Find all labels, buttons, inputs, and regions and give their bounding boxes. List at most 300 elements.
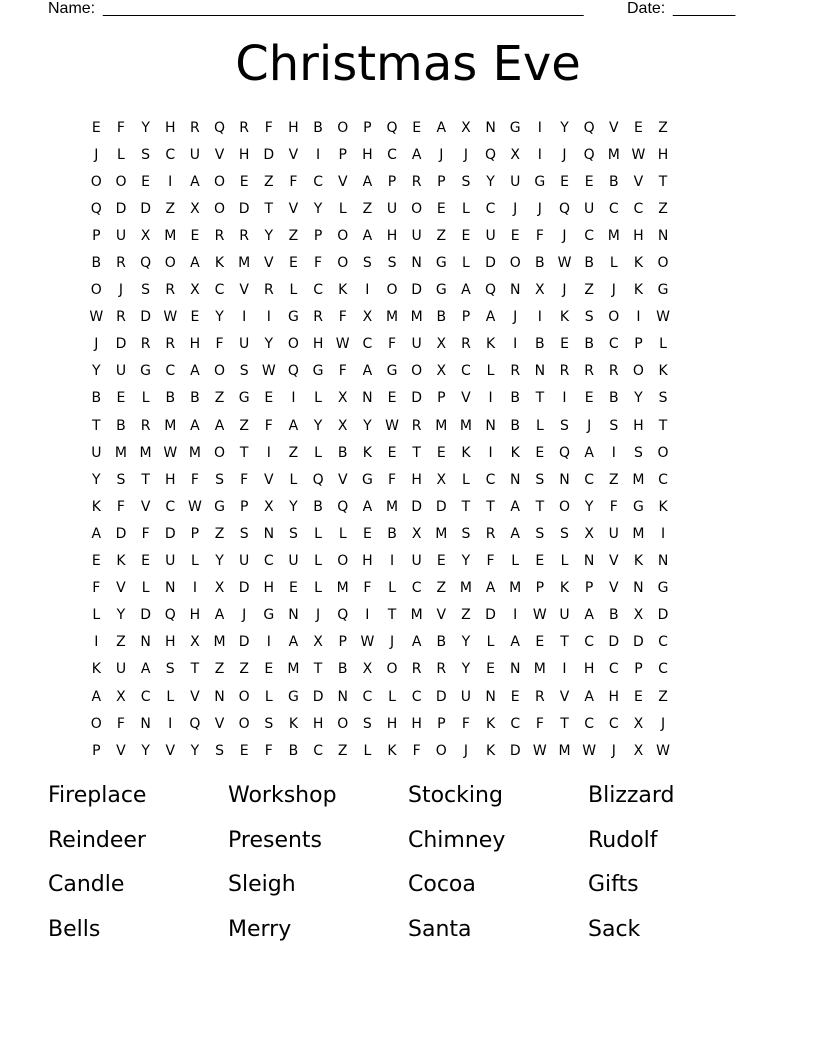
- grid-letter: W: [163, 309, 178, 326]
- grid-letter: M: [114, 444, 127, 461]
- grid-letter: N: [288, 607, 299, 624]
- grid-letter: F: [264, 119, 273, 136]
- grid-row: [84, 114, 732, 141]
- grid-letter: D: [608, 634, 620, 651]
- grid-letter: V: [337, 173, 348, 190]
- grid-letter: M: [459, 580, 472, 597]
- grid-letter: V: [190, 688, 200, 705]
- grid-letter: K: [658, 498, 668, 515]
- grid-letter: G: [534, 173, 546, 190]
- grid-letter: I: [168, 173, 173, 190]
- name-label: Name:: [48, 0, 96, 17]
- grid-letter: U: [288, 553, 299, 570]
- grid-letter: E: [510, 227, 520, 244]
- grid-letter: Q: [558, 200, 570, 217]
- grid-letter: O: [90, 282, 102, 299]
- grid-row: [84, 575, 732, 602]
- grid-letter: R: [165, 336, 176, 353]
- grid-letter: C: [584, 715, 595, 732]
- grid-letter: X: [337, 417, 348, 434]
- grid-row: [84, 195, 732, 222]
- grid-row: [84, 710, 732, 737]
- grid-letter: D: [633, 634, 644, 651]
- grid-letter: O: [411, 200, 423, 217]
- word-list-item: Candle: [48, 872, 125, 897]
- grid-letter: X: [190, 282, 200, 299]
- grid-letter: V: [436, 607, 447, 624]
- grid-letter: E: [633, 688, 643, 705]
- grid-letter: X: [436, 336, 447, 353]
- grid-letter: M: [558, 742, 571, 759]
- grid-letter: D: [238, 634, 250, 651]
- grid-letter: T: [560, 715, 569, 732]
- grid-letter: R: [313, 309, 323, 326]
- grid-letter: Z: [116, 634, 126, 651]
- grid-letter: Y: [264, 227, 274, 244]
- grid-letter: J: [242, 607, 247, 624]
- grid-letter: V: [461, 390, 471, 407]
- grid-letter: Q: [287, 363, 299, 380]
- grid-letter: P: [437, 390, 446, 407]
- grid-letter: F: [338, 309, 347, 326]
- grid-letter: X: [584, 525, 594, 542]
- grid-letter: O: [632, 363, 644, 380]
- grid-letter: B: [313, 119, 323, 136]
- grid-letter: E: [387, 444, 397, 461]
- grid-letter: P: [437, 173, 446, 190]
- grid-letter: B: [313, 498, 323, 515]
- grid-row: [84, 277, 732, 304]
- grid-letter: Z: [436, 227, 447, 244]
- grid-letter: F: [92, 580, 101, 597]
- word-list-item: Workshop: [228, 783, 337, 808]
- grid-letter: T: [535, 390, 545, 407]
- grid-letter: U: [189, 146, 200, 163]
- grid-letter: J: [611, 282, 616, 299]
- grid-letter: K: [658, 363, 668, 380]
- grid-letter: F: [215, 336, 224, 353]
- grid-letter: I: [389, 553, 395, 570]
- grid-letter: O: [657, 444, 669, 461]
- grid-letter: O: [386, 661, 398, 678]
- grid-letter: I: [192, 580, 197, 597]
- grid-letter: M: [238, 255, 251, 272]
- date-blank-line: _______: [673, 0, 736, 17]
- grid-letter: R: [263, 282, 274, 299]
- grid-letter: L: [338, 200, 347, 217]
- grid-letter: S: [461, 525, 471, 542]
- grid-letter: D: [238, 580, 250, 597]
- grid-letter: D: [312, 688, 324, 705]
- grid-letter: M: [287, 661, 300, 678]
- grid-letter: W: [582, 742, 597, 759]
- grid-row: [84, 439, 732, 466]
- grid-letter: S: [560, 525, 569, 542]
- grid-letter: N: [140, 634, 151, 651]
- grid-letter: X: [190, 634, 200, 651]
- grid-letter: Q: [90, 200, 102, 217]
- grid-letter: V: [116, 742, 126, 759]
- grid-letter: A: [584, 688, 594, 705]
- grid-letter: U: [485, 227, 496, 244]
- grid-letter: V: [633, 173, 644, 190]
- grid-letter: F: [609, 498, 618, 515]
- grid-letter: Q: [558, 444, 570, 461]
- grid-letter: L: [388, 580, 396, 597]
- grid-letter: E: [436, 553, 446, 570]
- grid-letter: A: [485, 580, 496, 597]
- grid-letter: E: [486, 661, 495, 678]
- grid-letter: Z: [214, 661, 225, 678]
- grid-letter: D: [411, 282, 423, 299]
- grid-letter: S: [141, 146, 151, 163]
- grid-letter: R: [559, 363, 570, 380]
- grid-letter: H: [189, 336, 201, 353]
- grid-letter: B: [91, 390, 102, 407]
- grid-letter: I: [488, 390, 493, 407]
- grid-letter: Q: [189, 715, 201, 732]
- grid-letter: H: [288, 119, 299, 136]
- grid-letter: V: [214, 146, 225, 163]
- grid-letter: G: [657, 282, 669, 299]
- grid-letter: C: [313, 282, 323, 299]
- grid-letter: Z: [264, 173, 274, 190]
- word-list-item: Merry: [228, 916, 292, 942]
- grid-letter: D: [140, 309, 151, 326]
- grid-letter: H: [238, 146, 250, 163]
- grid-letter: B: [436, 634, 447, 651]
- grid-letter: I: [365, 282, 370, 299]
- grid-letter: X: [633, 607, 644, 624]
- grid-letter: N: [411, 255, 422, 272]
- grid-letter: J: [513, 309, 518, 326]
- grid-letter: O: [90, 173, 102, 190]
- grid-letter: L: [462, 200, 470, 217]
- grid-letter: X: [633, 715, 644, 732]
- grid-letter: N: [214, 688, 225, 705]
- grid-letter: C: [608, 336, 619, 353]
- grid-row: [84, 304, 732, 331]
- grid-row: [84, 548, 732, 575]
- grid-letter: E: [116, 390, 126, 407]
- grid-letter: W: [89, 309, 104, 326]
- grid-letter: H: [386, 227, 398, 244]
- grid-letter: R: [485, 525, 496, 542]
- grid-letter: F: [535, 227, 544, 244]
- grid-letter: G: [288, 309, 299, 326]
- grid-letter: Q: [164, 607, 176, 624]
- grid-letter: I: [537, 146, 542, 163]
- grid-letter: H: [362, 146, 373, 163]
- grid-letter: Y: [141, 742, 150, 759]
- grid-letter: P: [190, 525, 200, 542]
- grid-letter: U: [411, 336, 422, 353]
- grid-letter: Z: [436, 580, 447, 597]
- grid-letter: J: [316, 607, 321, 624]
- grid-letter: O: [386, 282, 398, 299]
- grid-letter: H: [411, 471, 422, 488]
- grid-letter: B: [288, 742, 299, 759]
- grid-letter: Y: [560, 119, 569, 136]
- grid-letter: H: [164, 119, 176, 136]
- grid-letter: D: [115, 525, 127, 542]
- grid-letter: Z: [214, 390, 225, 407]
- grid-letter: M: [509, 580, 522, 597]
- grid-letter: E: [584, 173, 594, 190]
- grid-letter: C: [165, 146, 176, 163]
- grid-letter: A: [510, 634, 520, 651]
- grid-letter: L: [314, 580, 322, 597]
- grid-letter: B: [387, 525, 397, 542]
- grid-letter: Y: [215, 553, 224, 570]
- grid-letter: J: [389, 634, 395, 651]
- grid-letter: M: [336, 580, 349, 597]
- grid-row: [84, 466, 732, 493]
- grid-letter: W: [656, 742, 670, 759]
- grid-letter: L: [388, 688, 396, 705]
- grid-letter: L: [141, 580, 150, 597]
- grid-letter: S: [609, 417, 619, 434]
- grid-letter: Z: [658, 200, 668, 217]
- grid-letter: E: [289, 580, 298, 597]
- grid-letter: C: [165, 363, 176, 380]
- grid-letter: N: [337, 688, 348, 705]
- grid-letter: W: [532, 607, 547, 624]
- grid-letter: V: [337, 471, 348, 488]
- grid-letter: A: [411, 146, 422, 163]
- grid-letter: K: [559, 580, 570, 597]
- grid-letter: R: [165, 282, 176, 299]
- grid-letter: H: [657, 146, 669, 163]
- grid-letter: G: [288, 688, 299, 705]
- grid-letter: L: [166, 688, 175, 705]
- grid-letter: E: [412, 119, 422, 136]
- grid-letter: B: [510, 417, 521, 434]
- grid-letter: K: [387, 742, 397, 759]
- grid-row: [84, 412, 732, 439]
- grid-letter: Y: [461, 553, 471, 570]
- grid-letter: A: [91, 688, 102, 705]
- grid-letter: Q: [583, 119, 595, 136]
- grid-letter: S: [239, 363, 249, 380]
- grid-row: [84, 520, 732, 547]
- grid-letter: I: [513, 607, 518, 624]
- grid-letter: X: [411, 525, 422, 542]
- grid-letter: E: [190, 309, 200, 326]
- grid-letter: G: [435, 255, 447, 272]
- grid-letter: G: [238, 390, 250, 407]
- grid-letter: I: [660, 525, 666, 542]
- grid-letter: F: [535, 715, 544, 732]
- grid-letter: N: [509, 661, 521, 678]
- grid-letter: X: [535, 282, 545, 299]
- grid-letter: O: [435, 742, 447, 759]
- grid-letter: U: [115, 363, 127, 380]
- grid-letter: B: [535, 336, 545, 353]
- grid-letter: P: [437, 715, 446, 732]
- grid-letter: V: [559, 688, 570, 705]
- grid-letter: P: [461, 309, 471, 326]
- grid-letter: N: [140, 715, 151, 732]
- grid-letter: L: [363, 742, 372, 759]
- grid-letter: C: [362, 688, 373, 705]
- grid-letter: N: [657, 227, 669, 244]
- grid-letter: M: [632, 471, 645, 488]
- grid-letter: B: [337, 444, 348, 461]
- grid-letter: S: [535, 471, 545, 488]
- grid-letter: M: [435, 525, 448, 542]
- grid-letter: G: [632, 498, 644, 515]
- grid-letter: H: [633, 227, 644, 244]
- grid-letter: U: [115, 227, 127, 244]
- grid-letter: U: [115, 661, 127, 678]
- grid-letter: S: [165, 661, 175, 678]
- grid-letter: V: [288, 146, 299, 163]
- grid-letter: I: [537, 119, 542, 136]
- grid-letter: Z: [288, 444, 299, 461]
- grid-letter: A: [411, 634, 422, 651]
- grid-letter: P: [338, 146, 347, 163]
- grid-letter: P: [239, 498, 249, 515]
- grid-letter: Z: [608, 471, 619, 488]
- grid-letter: D: [509, 742, 521, 759]
- grid-letter: C: [584, 227, 595, 244]
- grid-letter: W: [360, 634, 375, 651]
- grid-row: [84, 249, 732, 276]
- grid-letter: N: [165, 580, 176, 597]
- grid-letter: K: [633, 553, 643, 570]
- grid-letter: Q: [337, 607, 349, 624]
- grid-row: [84, 656, 732, 683]
- grid-letter: F: [116, 119, 125, 136]
- grid-letter: O: [115, 173, 127, 190]
- grid-letter: L: [289, 471, 298, 488]
- grid-letter: R: [140, 417, 151, 434]
- grid-letter: C: [411, 688, 422, 705]
- grid-letter: U: [608, 525, 619, 542]
- grid-letter: R: [436, 661, 447, 678]
- grid-letter: F: [363, 580, 372, 597]
- grid-letter: M: [607, 227, 620, 244]
- grid-letter: X: [510, 146, 520, 163]
- grid-letter: S: [141, 282, 151, 299]
- grid-letter: S: [535, 525, 545, 542]
- grid-letter: E: [362, 525, 372, 542]
- grid-letter: S: [215, 471, 224, 488]
- grid-letter: H: [386, 715, 398, 732]
- grid-letter: J: [660, 715, 666, 732]
- grid-letter: N: [534, 363, 546, 380]
- grid-letter: W: [261, 363, 276, 380]
- grid-letter: M: [188, 444, 201, 461]
- grid-letter: C: [313, 742, 323, 759]
- grid-letter: V: [608, 580, 619, 597]
- grid-letter: I: [537, 309, 542, 326]
- grid-letter: X: [264, 498, 274, 515]
- grid-letter: X: [436, 471, 447, 488]
- word-list-item: Cocoa: [408, 872, 476, 897]
- grid-letter: U: [584, 200, 595, 217]
- grid-letter: Q: [583, 146, 595, 163]
- grid-letter: A: [288, 634, 299, 651]
- grid-letter: Z: [658, 119, 668, 136]
- grid-letter: C: [140, 688, 151, 705]
- grid-letter: A: [190, 173, 200, 190]
- grid-letter: L: [314, 444, 322, 461]
- grid-letter: X: [214, 580, 225, 597]
- grid-letter: V: [239, 282, 249, 299]
- grid-letter: O: [214, 363, 226, 380]
- grid-letter: T: [658, 173, 668, 190]
- grid-letter: E: [633, 119, 643, 136]
- word-list-item: Chimney: [408, 827, 506, 853]
- grid-letter: L: [314, 390, 322, 407]
- grid-letter: P: [313, 227, 323, 244]
- grid-letter: R: [116, 309, 126, 326]
- grid-letter: L: [609, 255, 618, 272]
- grid-letter: P: [387, 173, 397, 190]
- grid-letter: A: [485, 309, 496, 326]
- grid-letter: C: [313, 173, 323, 190]
- grid-letter: L: [314, 553, 322, 570]
- grid-letter: R: [584, 363, 594, 380]
- grid-letter: A: [190, 363, 200, 380]
- grid-letter: B: [608, 390, 619, 407]
- grid-letter: O: [238, 688, 250, 705]
- grid-letter: B: [190, 390, 200, 407]
- grid-letter: G: [263, 607, 275, 624]
- grid-letter: C: [165, 498, 176, 515]
- grid-row: [84, 385, 732, 412]
- grid-letter: J: [562, 227, 567, 244]
- grid-letter: M: [607, 146, 620, 163]
- grid-letter: Y: [584, 498, 594, 515]
- grid-letter: A: [190, 417, 200, 434]
- grid-letter: C: [263, 553, 274, 570]
- grid-letter: K: [288, 715, 299, 732]
- grid-letter: L: [659, 336, 667, 353]
- grid-letter: S: [215, 742, 224, 759]
- grid-letter: K: [485, 336, 496, 353]
- grid-letter: I: [266, 444, 271, 461]
- grid-letter: M: [139, 444, 152, 461]
- grid-letter: B: [584, 336, 594, 353]
- grid-letter: A: [584, 444, 594, 461]
- grid-letter: A: [584, 607, 594, 624]
- grid-letter: O: [337, 255, 349, 272]
- grid-letter: U: [91, 444, 102, 461]
- grid-letter: C: [658, 661, 668, 678]
- grid-letter: J: [118, 282, 124, 299]
- grid-letter: Y: [92, 471, 101, 488]
- grid-letter: M: [632, 525, 645, 542]
- grid-letter: B: [165, 390, 176, 407]
- grid-letter: Z: [658, 688, 668, 705]
- grid-letter: U: [559, 607, 570, 624]
- grid-letter: B: [337, 661, 348, 678]
- grid-letter: W: [557, 255, 572, 272]
- grid-letter: F: [289, 173, 298, 190]
- grid-letter: F: [116, 715, 125, 732]
- grid-letter: H: [583, 661, 595, 678]
- grid-letter: S: [116, 471, 126, 488]
- word-list-item: Sleigh: [228, 872, 296, 897]
- grid-letter: E: [436, 444, 446, 461]
- grid-letter: X: [362, 309, 373, 326]
- grid-letter: C: [362, 336, 373, 353]
- grid-letter: T: [239, 444, 249, 461]
- grid-letter: H: [164, 634, 176, 651]
